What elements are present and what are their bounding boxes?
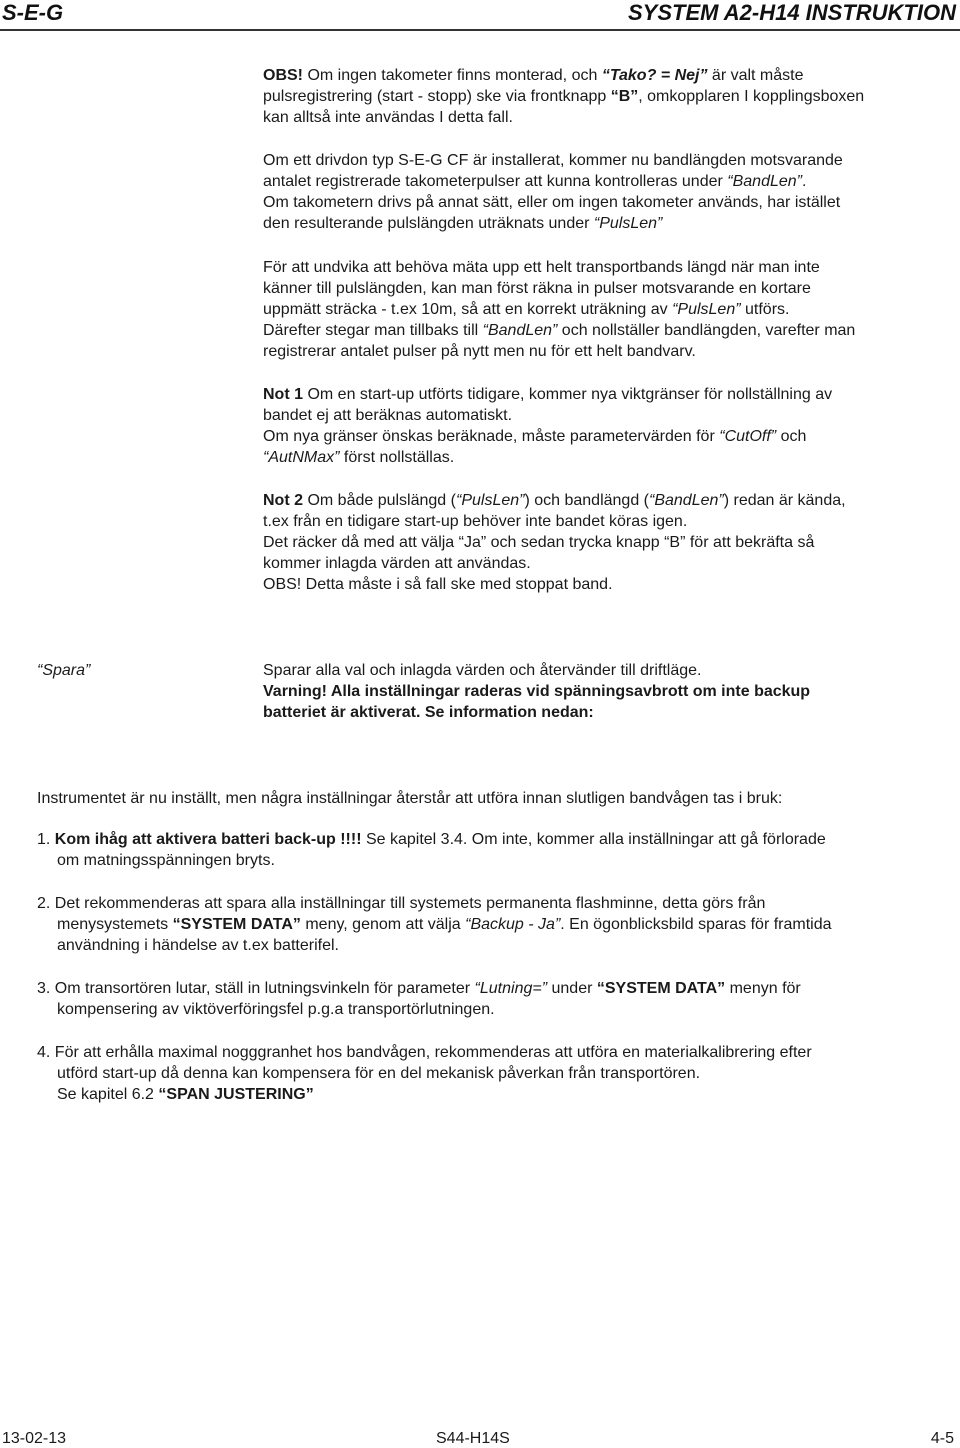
paragraph-drivdon: Om ett drivdon typ S-E-G CF är installerat, kommer nu bandlängden motsvarande antalet registrerade takometerpulser att kunna kontrolleras under “BandLen”. Om takometern drivs på annat sätt, eller om ingen takometer används, har istället den resulterande pulslängden uträknats under “PulsLen”	[263, 152, 843, 232]
list-item-2: 2. Det rekommenderas att spara alla inställningar till systemets permanenta flashminne, detta görs från menysystemets “SYSTEM DATA” meny, genom att välja “Backup - Ja”. En ögonblicksbild sparas för framtida användning i händelse av t.ex batterifel.	[37, 895, 832, 954]
pulslen-param: “PulsLen”	[593, 215, 663, 232]
pulslen-param: “PulsLen”	[672, 301, 741, 318]
header-title: SYSTEM A2-H14 INSTRUKTION	[627, 0, 956, 25]
header-brand: S-E-G	[2, 0, 64, 25]
intro-text: Instrumentet är nu inställt, men några inställningar återstår att utföra innan slutligen bandvågen tas i bruk:	[37, 790, 783, 807]
footer-page-number: 4-5	[930, 1430, 954, 1447]
lutning-param: “Lutning=”	[474, 980, 548, 997]
key-b: “B”	[610, 88, 639, 105]
bandlen-param: “BandLen”	[482, 322, 558, 339]
note-1-label: Not 1	[263, 386, 303, 403]
tako-param: “Tako? = Nej”	[601, 67, 708, 84]
note-2: Not 2 Om både pulslängd (“PulsLen”) och bandlängd (“BandLen”) redan är kända, t.ex från en tidigare start-up behöver inte bandet köras igen. Det räcker då med att välja “Ja” och sedan trycka knapp “B” för att bekräfta så kommer inlagda värden att användas. OBS! Detta måste i så fall ske med stoppat band.	[263, 492, 846, 593]
paragraph-obs-tako: OBS! Om ingen takometer finns monterad, och “Tako? = Nej” är valt måste pulsregistrering (start - stopp) ske via frontknapp “B”, omkopplaren I kopplingsboxen kan alltså inte användas I detta fall.	[263, 67, 865, 126]
bandlen-param: “BandLen”	[649, 492, 724, 509]
page-header	[0, 0, 960, 32]
system-data-menu: “SYSTEM DATA”	[172, 916, 301, 933]
footer-doc-id: S44-H14S	[436, 1430, 510, 1447]
header-rule	[0, 29, 960, 31]
system-data-menu: “SYSTEM DATA”	[596, 980, 726, 997]
cutoff-param: “CutOff”	[719, 428, 777, 445]
note-1: Not 1 Om en start-up utförts tidigare, kommer nya viktgränser för nollställning av bandet ej att beräknas automatiskt. Om nya gränser önskas beräknade, måste parametervärden för “CutOff” och “AutNMax” först nollställas.	[263, 386, 833, 466]
note-2-label: Not 2	[263, 492, 303, 509]
paragraph-undvika: För att undvika att behöva mäta upp ett helt transportbands längd när man inte känner till pulslängden, kan man först räkna in pulser motsvarande en kortare uppmätt sträcka - t.ex 10m, så att en korrekt uträkning av “PulsLen” utförs. Därefter stegar man tillbaks till “BandLen” och nollställer bandlängden, varefter man registrerar antalet pulser på nytt men nu för ett helt bandvarv.	[263, 259, 856, 360]
list-item-4: 4. För att erhålla maximal nogggranhet hos bandvågen, rekommenderas att utföra en materialkalibrering efter utförd start-up då denna kan kompensera för en del mekanisk påverkan från transportören. Se kapitel 6.2 “SPAN JUSTERING”	[37, 1044, 812, 1103]
backup-param: “Backup - Ja”	[465, 916, 561, 933]
list-item-1: 1. Kom ihåg att aktivera batteri back-up !!!! Se kapitel 3.4. Om inte, kommer alla inställningar att gå förlorade om matningsspänningen bryts.	[37, 831, 826, 869]
span-justering-ref: “SPAN JUSTERING”	[158, 1086, 314, 1103]
bandlen-param: “BandLen”	[727, 173, 802, 190]
list-item-3: 3. Om transortören lutar, ställ in lutningsvinkeln för parameter “Lutning=” under “SYSTEM DATA” menyn för kompensering av viktöverföringsfel p.g.a transportörlutningen.	[37, 980, 801, 1018]
spara-warning: Varning! Alla inställningar raderas vid spänningsavbrott om inte backup	[263, 683, 811, 700]
obs-label: OBS!	[263, 67, 303, 84]
spara-description: Sparar alla val och inlagda värden och återvänder till driftläge. Varning! Alla inställningar raderas vid spänningsavbrott om inte backup batteriet är aktiverat. Se information nedan:	[263, 662, 811, 721]
footer-date: 13-02-13	[2, 1430, 67, 1447]
pulslen-param: “PulsLen”	[455, 492, 525, 509]
backup-reminder: Kom ihåg att aktivera batteri back-up !!!!	[54, 831, 362, 848]
spara-term: “Spara”	[37, 662, 91, 679]
autnmax-param: “AutNMax”	[263, 449, 340, 466]
